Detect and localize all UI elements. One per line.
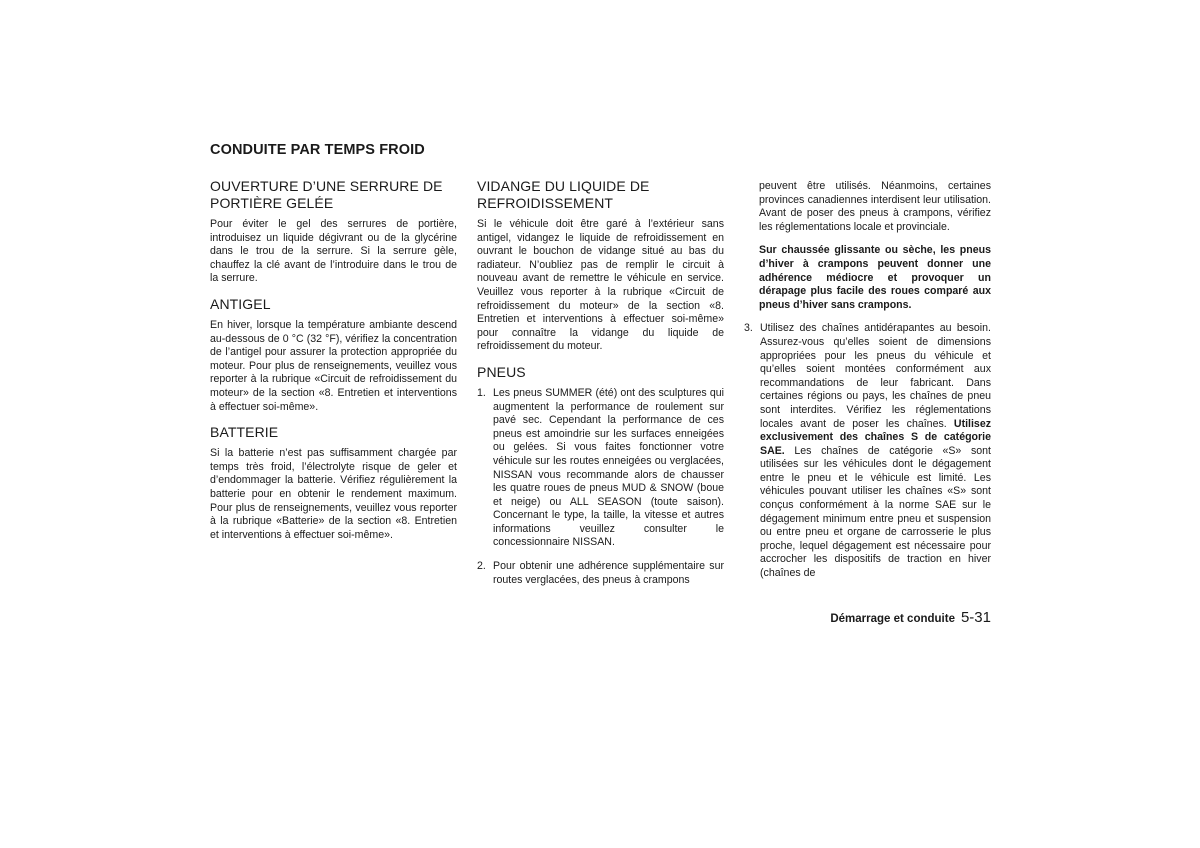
list-item-text-bold: Utilisez exclusivement des chaînes S de catégorie SAE. bbox=[760, 417, 992, 457]
list-item-text: Les pneus SUMMER (été) ont des sculptures qui augmentent la performance de roulement sur pavé sec. Cependant la performance de ces pneus est amoindrie sur les surfaces enneigées ou gelées. Si vous faites fonctionner votre véhicule sur les routes enneigées ou verglacées, NISSAN vous recommande alors de chausser les quatre roues de pneus MUD & SNOW (boue et neige) ou ALL SEASON (toute saison). Concernant le type, la taille, la vitesse et autres informations veuillez consulter le concessionnaire NISSAN. bbox=[493, 386, 724, 549]
section-text-battery: Si la batterie n’est pas suffisamment chargée par temps très froid, l’électrolyte risque de geler et d’endommager la batterie. Vérifiez régulièrement la batterie pour en obtenir le rendement maximum. Pour plus de renseignements, veuillez vous reporter à la rubrique «Batterie» de la section «8. Entretien et interventions à effectuer soi-même». bbox=[210, 447, 457, 541]
list-item-text-part: Utilisez des chaînes antidérapantes au besoin. Assurez-vous qu’elles soient de dimensions appropriées pour les pneus du véhicule et qu’elles soient montées conformément aux recommandations de leur fabricant. Dans certaines régions ou pays, les chaînes de pneu sont interdites. Vérifiez les réglementations locales avant de poser les chaînes. bbox=[760, 322, 991, 430]
page-title: CONDUITE PAR TEMPS FROID bbox=[210, 142, 425, 158]
section-text-coolant-drain: Si le véhicule doit être garé à l’extérieur sans antigel, vidangez le liquide de refroidissement en ouvrant le bouchon de vidange situé au bas du radiateur. N’oubliez pas de remplir le circuit à nouveau avant de remettre le véhicule en service. Veuillez vous reporter à la rubrique «Circuit de refroidissement du moteur» de la section «8. Entretien et interventions à effectuer soi-même» pour connaître la vidange du liquide de refroidissement du moteur. bbox=[477, 218, 724, 353]
section-heading-antifreeze: ANTIGEL bbox=[210, 295, 271, 312]
list-item-text-part: Les chaînes de catégorie «S» sont utilisées sur les véhicules dont le dégagement entre le pneu et le véhicule est limité. Les véhicules pouvant utiliser les chaînes «S» sont conçus conformément à la norme SAE sur le dégagement minimum entre pneu et suspension ou entre pneu et organe de carrosserie le plus proche, lequel dégagement est nécessaire pour accrocher les dispositifs de traction en hiver (chaînes de bbox=[760, 444, 991, 580]
column-middle bbox=[477, 178, 724, 597]
list-item-number: 1. bbox=[477, 386, 486, 399]
column-left bbox=[210, 178, 457, 552]
list-item-number: 2. bbox=[477, 560, 486, 573]
list-item bbox=[477, 560, 724, 587]
section-text-antifreeze: En hiver, lorsque la température ambiante descend au-dessous de 0 °C (32 °F), vérifiez la concentration de l’antigel pour assurer la protection appropriée du moteur. Pour plus de renseignements, veuillez vous reporter à la rubrique «Circuit de refroidissement du moteur» de la section «8. Entretien et interventions à effectuer soi-même». bbox=[210, 318, 457, 413]
list-item-text bbox=[760, 322, 991, 580]
list-item bbox=[477, 387, 724, 550]
footer-section-label: Démarrage et conduite bbox=[830, 613, 955, 625]
list-item-number: 3. bbox=[744, 322, 753, 335]
column-right bbox=[744, 180, 991, 591]
section-text-door-lock: Pour éviter le gel des serrures de portière, introduisez un liquide dégivrant ou de la glycérine dans le trou de la serrure. Si la serrure gèle, chauffez la clé avant de l’introduire dans le trou de la serrure. bbox=[210, 218, 457, 285]
list-item-text: Pour obtenir une adhérence supplémentaire sur routes verglacées, des pneus à crampons bbox=[493, 560, 724, 586]
section-heading-door-lock: OUVERTURE D’UNE SERRURE DE PORTIÈRE GELÉE bbox=[210, 178, 443, 211]
list-item bbox=[744, 322, 991, 580]
section-heading-coolant-drain: VIDANGE DU LIQUIDE DE REFROIDISSEMENT bbox=[477, 178, 650, 211]
section-heading-battery: BATTERIE bbox=[210, 424, 279, 441]
continued-text-studded-tires: peuvent être utilisés. Néanmoins, certaines provinces canadiennes interdisent leur utilisation. Avant de poser des pneus à crampons, vérifiez les réglementations locale et provinciale. bbox=[759, 180, 991, 233]
warning-text-studded-tires: Sur chaussée glissante ou sèche, les pneus d’hiver à crampons peuvent donner une adhérence médiocre et provoquer un dérapage plus facile des roues comparé aux pneus d’hiver sans crampons. bbox=[759, 244, 991, 311]
footer-page-number: 5-31 bbox=[960, 609, 991, 626]
section-heading-tires: PNEUS bbox=[477, 363, 526, 380]
page-footer bbox=[828, 609, 991, 626]
